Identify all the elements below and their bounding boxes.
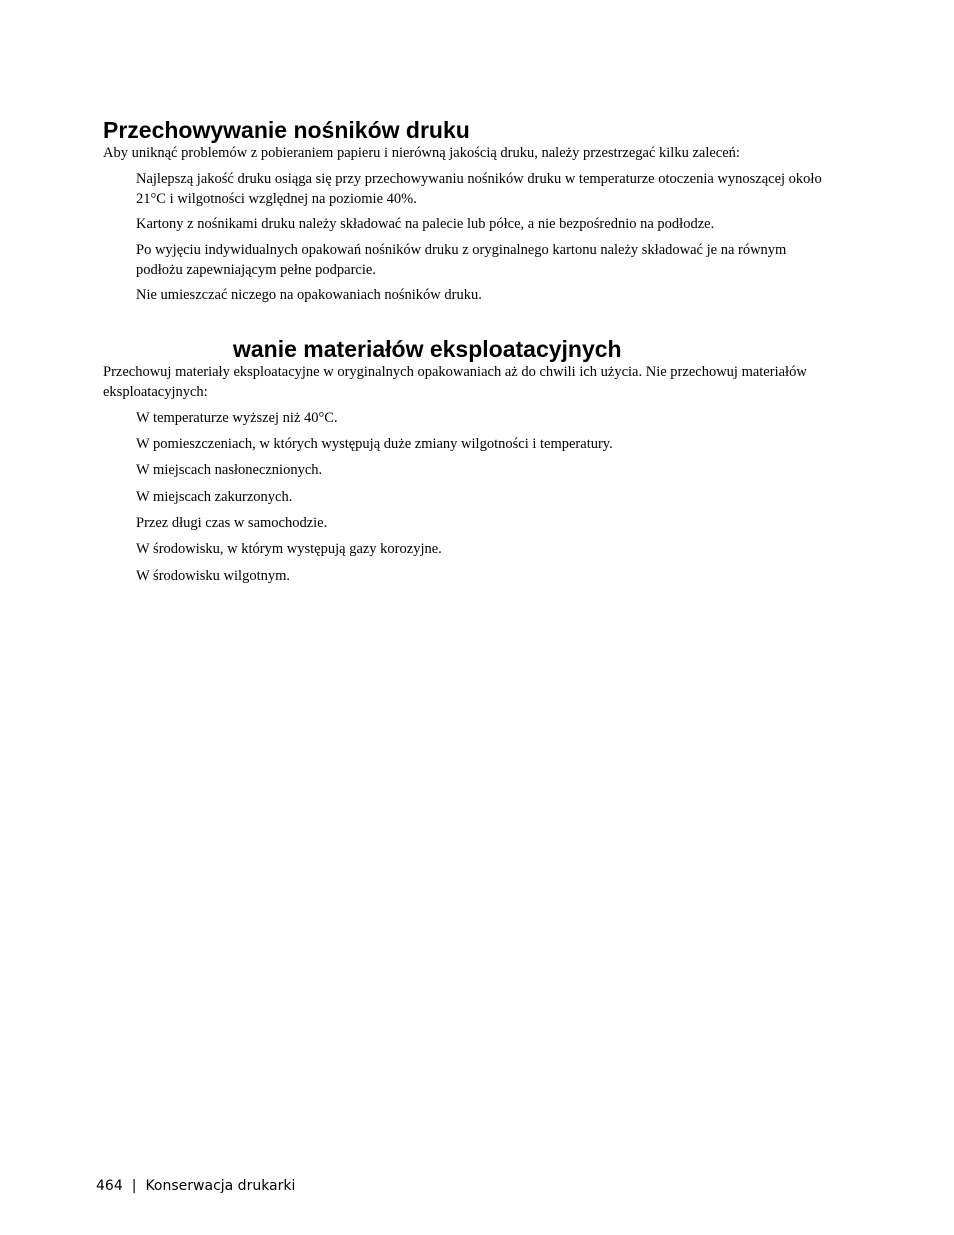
list-item: Najlepszą jakość druku osiąga się przy przechowywaniu nośników druku w temperaturze otoczenia wynoszącej około 21°C i wilgotności względnej na poziomie 40%. <box>136 171 822 207</box>
list-item: W temperaturze wyższej niż 40°C. <box>136 410 338 426</box>
list-item: W miejscach nasłonecznionych. <box>136 462 323 478</box>
section-intro-paragraph: Przechowuj materiały eksploatacyjne w oryginalnych opakowaniach aż do chwili ich użycia. Nie przechowuj materiałów eksploatacyjnych: <box>103 364 807 400</box>
section-intro-paragraph: Aby uniknąć problemów z pobieraniem papieru i nierówną jakością druku, należy przestrzegać kilku zaleceń: <box>103 145 740 161</box>
page-number: 464 <box>96 1178 123 1194</box>
page-footer <box>96 1177 295 1195</box>
section-heading-storing-print-media: Przechowywanie nośników druku <box>103 117 470 143</box>
footer-separator: | <box>131 1178 137 1194</box>
list-item: W miejscach zakurzonych. <box>136 489 293 505</box>
section-heading-storing-consumables: wanie materiałów eksploatacyjnych <box>233 336 622 362</box>
footer-section-title: Konserwacja drukarki <box>145 1178 296 1194</box>
list-item: W środowisku, w którym występują gazy korozyjne. <box>136 541 442 557</box>
list-item: W środowisku wilgotnym. <box>136 568 290 584</box>
list-item: Kartony z nośnikami druku należy składować na palecie lub półce, a nie bezpośrednio na podłodze. <box>136 216 715 232</box>
list-item: Przez długi czas w samochodzie. <box>136 515 328 531</box>
list-item: W pomieszczeniach, w których występują duże zmiany wilgotności i temperatury. <box>136 436 613 452</box>
list-item: Nie umieszczać niczego na opakowaniach nośników druku. <box>136 287 482 303</box>
list-item: Po wyjęciu indywidualnych opakowań nośników druku z oryginalnego kartonu należy składować je na równym podłożu zapewniającym pełne podparcie. <box>136 242 787 278</box>
